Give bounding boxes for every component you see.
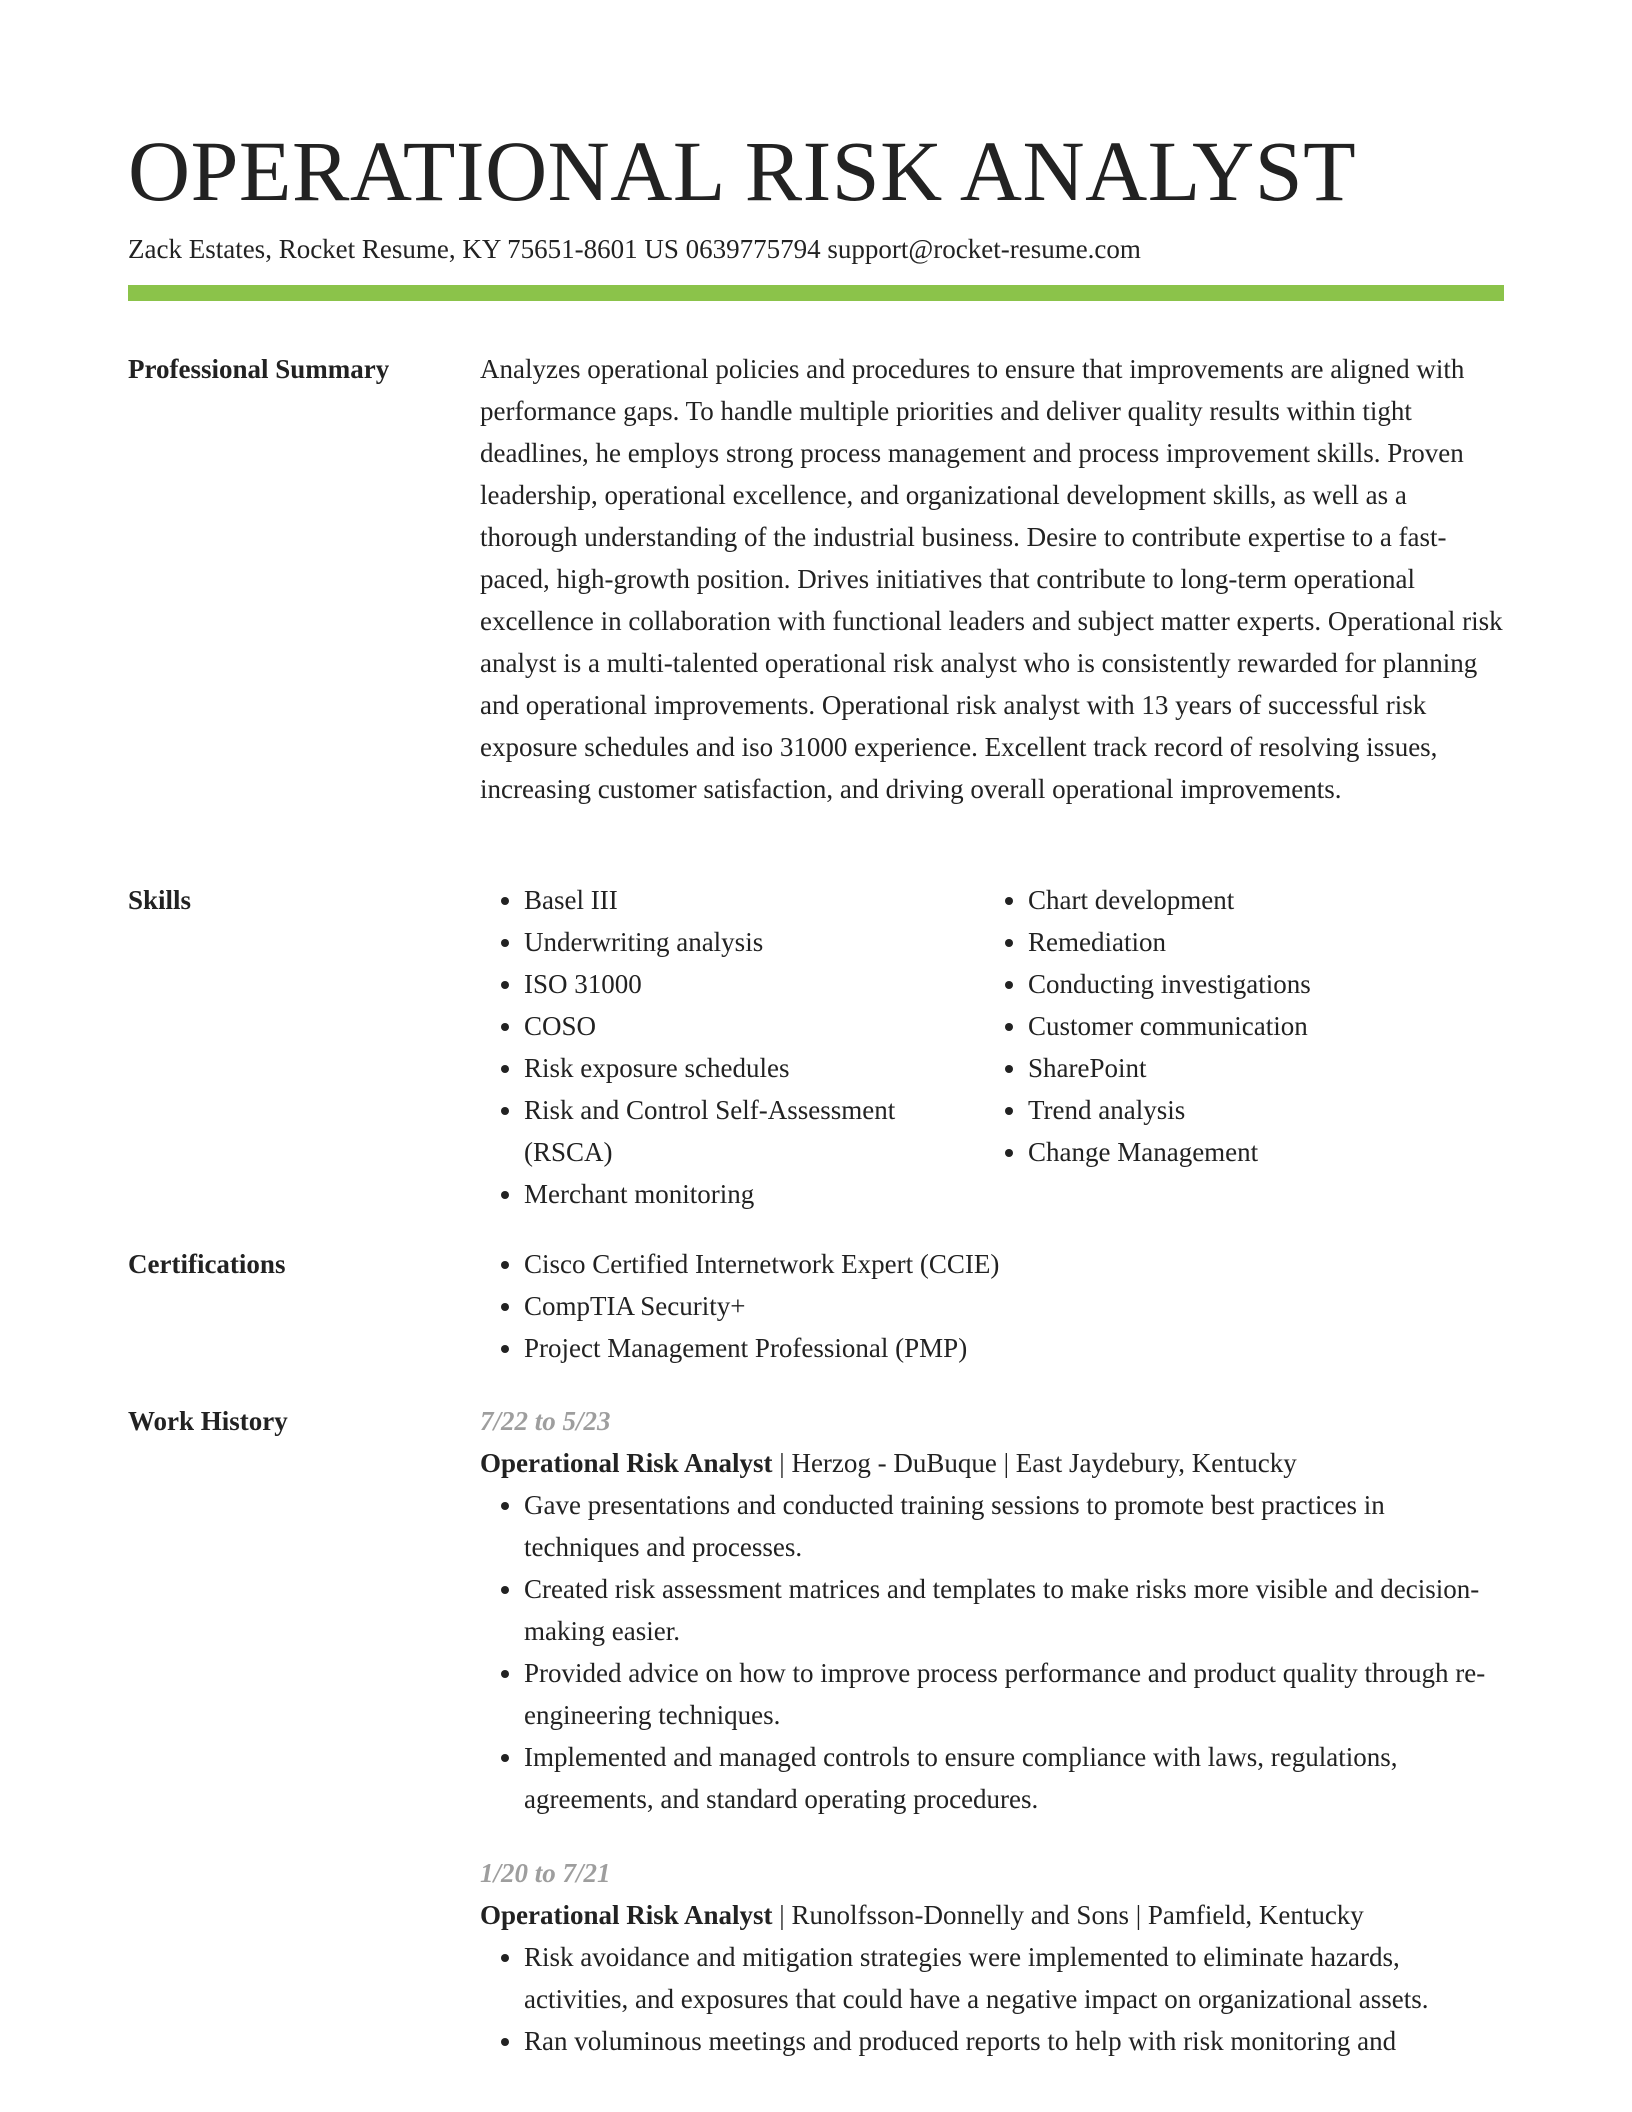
job-details: | Runolfsson-Donnelly and Sons | Pamfield, Kentucky — [772, 1900, 1364, 1930]
header-divider — [128, 285, 1504, 301]
certifications-heading: Certifications — [128, 1249, 286, 1279]
resume-title: OPERATIONAL RISK ANALYST — [128, 123, 1357, 219]
skill-item: • Merchant monitoring — [524, 1173, 984, 1215]
skill-item: • Customer communication — [1028, 1005, 1504, 1047]
job-bullet: • Created risk assessment matrices and templates to make risks more visible and decision-making easier. — [524, 1568, 1504, 1652]
skill-item: • ISO 31000 — [524, 963, 984, 1005]
skill-item: • Underwriting analysis — [524, 921, 984, 963]
job-entry — [480, 1400, 1504, 1820]
skill-item: • Conducting investigations — [1028, 963, 1504, 1005]
skill-item: • Remediation — [1028, 921, 1504, 963]
job-bullet: • Gave presentations and conducted training sessions to promote best practices in techniques and processes. — [524, 1484, 1504, 1568]
skill-item: • Chart development — [1028, 879, 1504, 921]
skill-item: • Risk exposure schedules — [524, 1047, 984, 1089]
job-heading — [480, 1442, 1504, 1484]
contact-info: Zack Estates, Rocket Resume, KY 75651-8601 US 0639775794 support@rocket-resume.com — [128, 234, 1141, 264]
summary-text: Analyzes operational policies and procedures to ensure that improvements are aligned with performance gaps. To handle multiple priorities and deliver quality results within tight deadlines, he employs strong process management and process improvement skills. Proven leadership, operational excellence, and organizational development skills, as well as a thorough understanding of the industrial business. Desire to contribute expertise to a fast-paced, high-growth position. Drives initiatives that contribute to long-term operational excellence in collaboration with functional leaders and subject matter experts. Operational risk analyst is a multi-talented operational risk analyst who is consistently rewarded for planning and operational improvements. Operational risk analyst with 13 years of successful risk exposure schedules and iso 31000 experience. Excellent track record of resolving issues, increasing customer satisfaction, and driving overall operational improvements. — [480, 354, 1503, 804]
summary-heading: Professional Summary — [128, 354, 390, 384]
work-history-heading: Work History — [128, 1406, 288, 1436]
job-bullets — [480, 1936, 1504, 2062]
job-details: | Herzog - DuBuque | East Jaydebury, Kentucky — [772, 1448, 1297, 1478]
job-bullet: • Ran voluminous meetings and produced reports to help with risk monitoring and — [524, 2020, 1504, 2062]
job-bullets — [480, 1484, 1504, 1820]
skill-item: • Risk and Control Self-Assessment (RSCA) — [524, 1089, 984, 1173]
job-bullet: • Implemented and managed controls to ensure compliance with laws, regulations, agreements, and standard operating procedures. — [524, 1736, 1504, 1820]
skill-item: • Trend analysis — [1028, 1089, 1504, 1131]
skills-list-left — [480, 879, 984, 1215]
job-heading — [480, 1894, 1504, 1936]
skills-list-right — [984, 879, 1504, 1173]
job-bullet: • Risk avoidance and mitigation strategies were implemented to eliminate hazards, activities, and exposures that could have a negative impact on organizational assets. — [524, 1936, 1504, 2020]
skills-heading: Skills — [128, 885, 192, 915]
skill-item: • SharePoint — [1028, 1047, 1504, 1089]
skill-item: • Basel III — [524, 879, 984, 921]
job-bullet: • Provided advice on how to improve process performance and product quality through re-engineering techniques. — [524, 1652, 1504, 1736]
job-title: Operational Risk Analyst — [480, 1448, 773, 1478]
skill-item: • COSO — [524, 1005, 984, 1047]
job-dates: 7/22 to 5/23 — [480, 1406, 611, 1436]
certification-item: • Project Management Professional (PMP) — [524, 1327, 1504, 1369]
certifications-list — [480, 1243, 1504, 1369]
job-entry — [480, 1852, 1504, 2062]
certification-item: • CompTIA Security+ — [524, 1285, 1504, 1327]
job-dates: 1/20 to 7/21 — [480, 1858, 611, 1888]
job-title: Operational Risk Analyst — [480, 1900, 773, 1930]
skill-item: • Change Management — [1028, 1131, 1504, 1173]
certification-item: • Cisco Certified Internetwork Expert (CCIE) — [524, 1243, 1504, 1285]
